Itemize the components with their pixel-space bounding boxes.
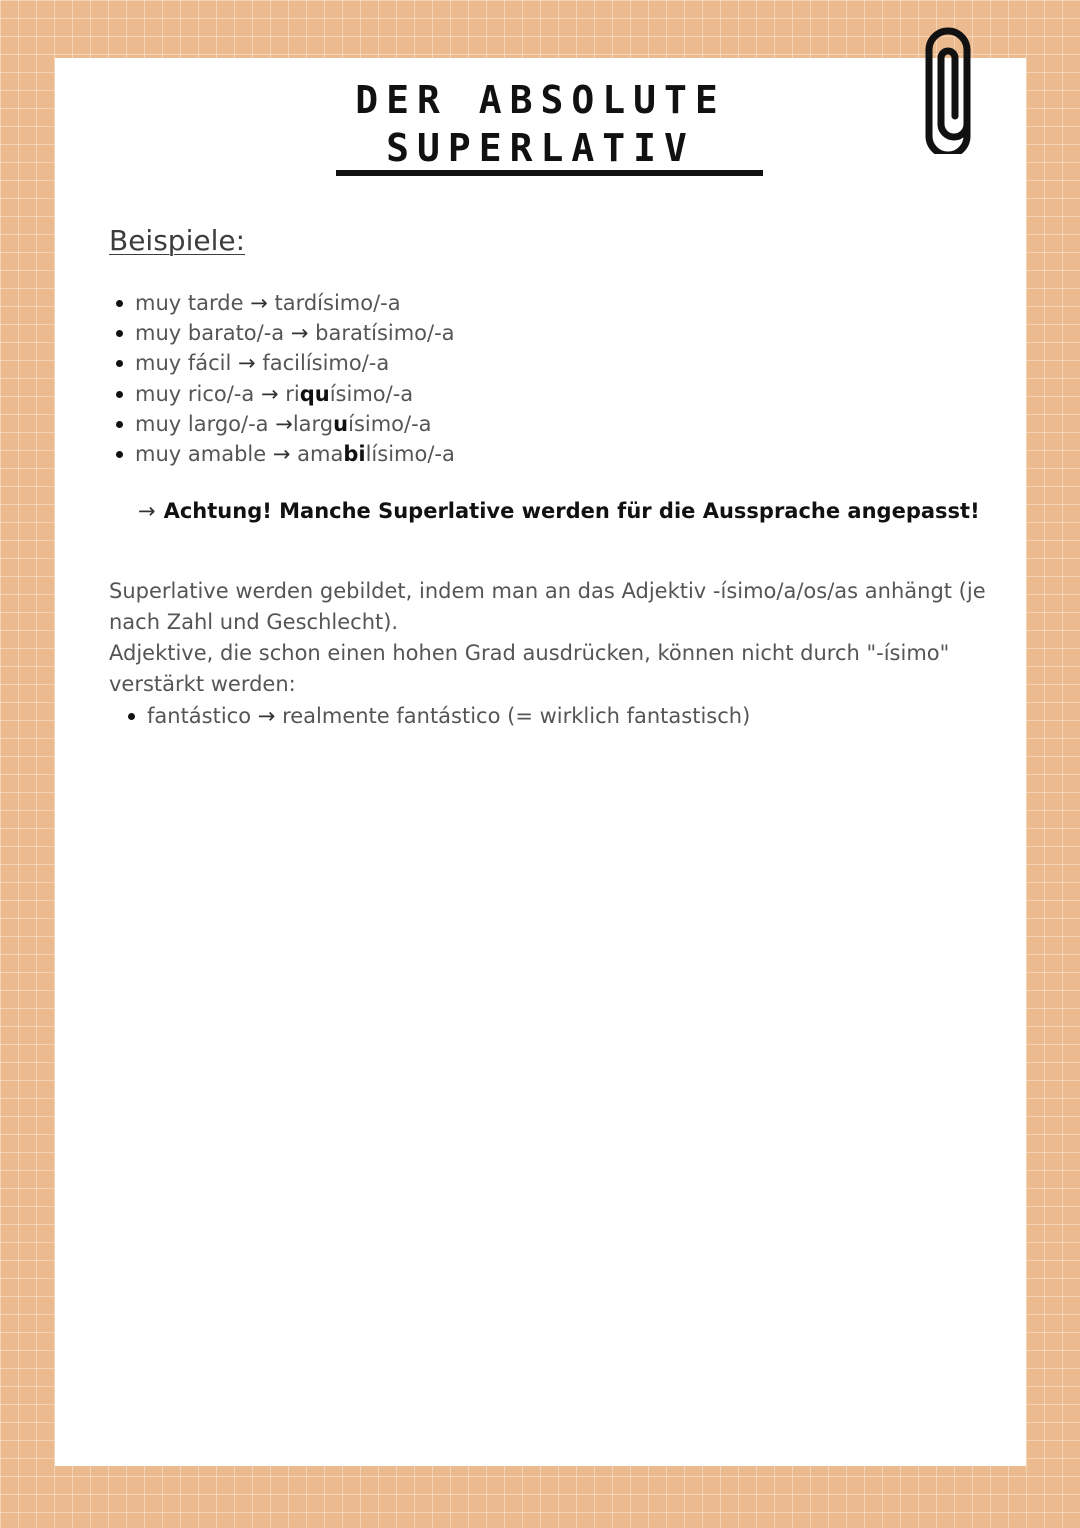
example-base: muy rico/-a	[135, 381, 255, 406]
example-result-bold: qu	[299, 381, 330, 406]
title-line-1: DER ABSOLUTE	[355, 78, 726, 122]
example-result-bold: bi	[343, 442, 366, 467]
examples-heading: Beispiele:	[109, 224, 246, 257]
arrow-icon: →	[138, 499, 156, 523]
example-result-bold: u	[333, 411, 349, 436]
example-base: muy tarde	[135, 291, 244, 315]
arrow-icon: →	[257, 704, 276, 728]
rule-paragraph: Superlative werden gebildet, indem man an das Adjektiv -ísimo/a/os/as anhängt (je nach Zahl und Geschlecht).	[109, 579, 986, 634]
attention-note-text: Achtung! Manche Superlative werden für die Aussprache angepasst!	[163, 499, 980, 523]
title-line-2: SUPERLATIV	[386, 126, 695, 170]
exception-base: fantástico	[147, 704, 252, 728]
paperclip-icon	[915, 24, 981, 154]
arrow-icon: →	[272, 442, 291, 467]
title-underline	[336, 170, 763, 176]
list-item	[109, 348, 455, 378]
list-item	[109, 318, 455, 348]
page-title	[55, 76, 1026, 172]
arrow-icon: →	[238, 351, 256, 376]
example-base: muy largo/-a	[135, 411, 269, 436]
worksheet-page	[55, 58, 1026, 1466]
list-item	[109, 288, 455, 318]
example-result-post: ísimo/-a	[329, 381, 414, 406]
list-item	[121, 701, 750, 731]
example-result-pre: ri	[285, 381, 300, 406]
examples-list	[109, 288, 455, 469]
example-base: muy amable	[135, 442, 267, 467]
list-item	[109, 379, 455, 409]
example-result-pre: larg	[292, 411, 334, 436]
list-item	[109, 409, 455, 439]
example-result-post: lísimo/-a	[365, 442, 455, 467]
example-result-pre: ama	[297, 442, 344, 467]
example-result-pre: tardísimo/-a	[274, 291, 401, 315]
example-base: muy barato/-a	[135, 321, 285, 346]
example-result-post: ísimo/-a	[348, 411, 432, 436]
exception-paragraph: Adjektive, die schon einen hohen Grad ausdrücken, können nicht durch "-ísimo" verstärkt werden:	[109, 641, 950, 696]
exception-example-list	[121, 701, 750, 731]
arrow-icon: →	[250, 291, 268, 315]
example-result-pre: baratísimo/-a	[315, 321, 455, 346]
example-result-pre: facilísimo/-a	[262, 351, 390, 376]
arrow-icon: →	[275, 411, 293, 436]
arrow-icon: →	[260, 381, 279, 406]
exception-result: realmente fantástico (= wirklich fantastisch)	[282, 704, 751, 728]
attention-note	[138, 499, 980, 523]
example-base: muy fácil	[135, 351, 232, 376]
arrow-icon: →	[290, 321, 309, 346]
list-item	[109, 439, 455, 469]
